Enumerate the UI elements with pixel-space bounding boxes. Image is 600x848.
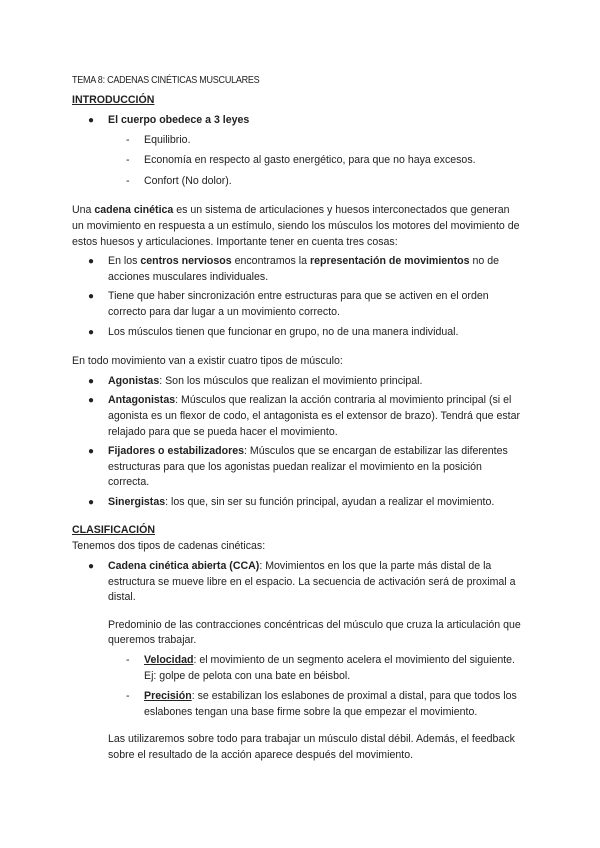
list-item: ● Sinergistas: los que, sin ser su función principal, ayudan a realizar el movimiento.	[72, 495, 524, 511]
closing-paragraph: Las utilizaremos sobre todo para trabajar un músculo distal débil. Además, el feedback sobre el resultado de la acción aparece después del movimiento.	[108, 733, 515, 761]
section-heading-introduccion: INTRODUCCIÓN	[72, 94, 155, 106]
law-text: Economía en respecto al gasto energético, para que no haya excesos.	[144, 154, 476, 167]
clasificacion-intro: Tenemos dos tipos de cadenas cinéticas:	[72, 540, 266, 553]
list-item	[72, 174, 524, 190]
list-item: - Velocidad: el movimiento de un segmento acelera el movimiento del siguiente. Ej: golpe de pelota con una bate en béisbol.	[126, 654, 515, 682]
bullet-icon: ●	[88, 375, 95, 387]
bullet-icon: ●	[88, 115, 95, 126]
laws-title: El cuerpo obedece a 3 leyes	[108, 114, 250, 126]
list-item: ● Los músculos tienen que funcionar en grupo, no de una manera individual.	[72, 325, 524, 341]
list-item: ● Agonistas: Son los músculos que realizan el movimiento principal.	[72, 374, 524, 390]
list-item	[72, 153, 524, 169]
definition-paragraph: Una cadena cinética es un sistema de articulaciones y huesos interconectados que generan un movimiento en respuesta a un estímulo, siendo los músculos los motores del movimiento de estos huesos y articulaciones. Importante tener en cuenta tres cosas:	[72, 204, 520, 248]
bullet-icon: ●	[88, 561, 95, 573]
list-item	[72, 133, 524, 149]
dash-icon: -	[126, 174, 130, 187]
list-item: ● Tiene que haber sincronización entre estructuras para que se activen en el orden correcto para dar lugar a un movimiento correcto.	[88, 290, 489, 318]
list-item: ● En los centros nerviosos encontramos la representación de movimientos no de acciones musculares individuales.	[88, 255, 499, 283]
bullet-icon: ●	[88, 256, 95, 268]
dash-icon: -	[126, 133, 130, 146]
list-item: - Precisión: se estabilizan los eslabones de proximal a distal, para que todos los eslabones tengan una base firme sobre la que empezar el movimiento.	[126, 690, 517, 718]
bullet-icon: ●	[88, 291, 95, 303]
bullet-icon: ●	[88, 395, 95, 407]
bullet-icon: ●	[88, 446, 95, 458]
bullet-icon: ●	[88, 496, 95, 508]
law-text: Confort (No dolor).	[144, 174, 232, 187]
dash-icon: -	[126, 154, 130, 167]
law-text: Equilibrio.	[144, 133, 191, 146]
list-item: ● Antagonistas: Músculos que realizan la acción contraria al movimiento principal (si el agonista es un flexor de codo, el antagonista es el extensor de brazo). Tendrá que estar relajado para que se pueda hacer el movimiento.	[88, 394, 521, 438]
dash-icon: -	[126, 654, 130, 667]
list-item	[72, 113, 524, 129]
types-intro: En todo movimiento van a existir cuatro tipos de músculo:	[72, 355, 343, 368]
section-heading-clasificacion: CLASIFICACIÓN	[72, 524, 155, 537]
document-page	[72, 72, 524, 764]
bullet-icon: ●	[88, 326, 95, 338]
list-item: ● Fijadores o estabilizadores: Músculos que se encargan de estabilizar las diferentes estructuras para que los agonistas puedan realizar el movimiento en la posición correcta.	[88, 445, 508, 489]
predominio-paragraph: Predominio de las contracciones concéntricas del músculo que cruza la articulación que queremos trabajar.	[108, 618, 521, 647]
dash-icon: -	[126, 690, 130, 703]
document-title: TEMA 8: CADENAS CINÉTICAS MUSCULARES	[72, 74, 260, 86]
list-item: ● Cadena cinética abierta (CCA): Movimientos en los que la parte más distal de la estructura se mueve libre en el espacio. La secuencia de activación será de proximal a distal.	[88, 560, 516, 604]
